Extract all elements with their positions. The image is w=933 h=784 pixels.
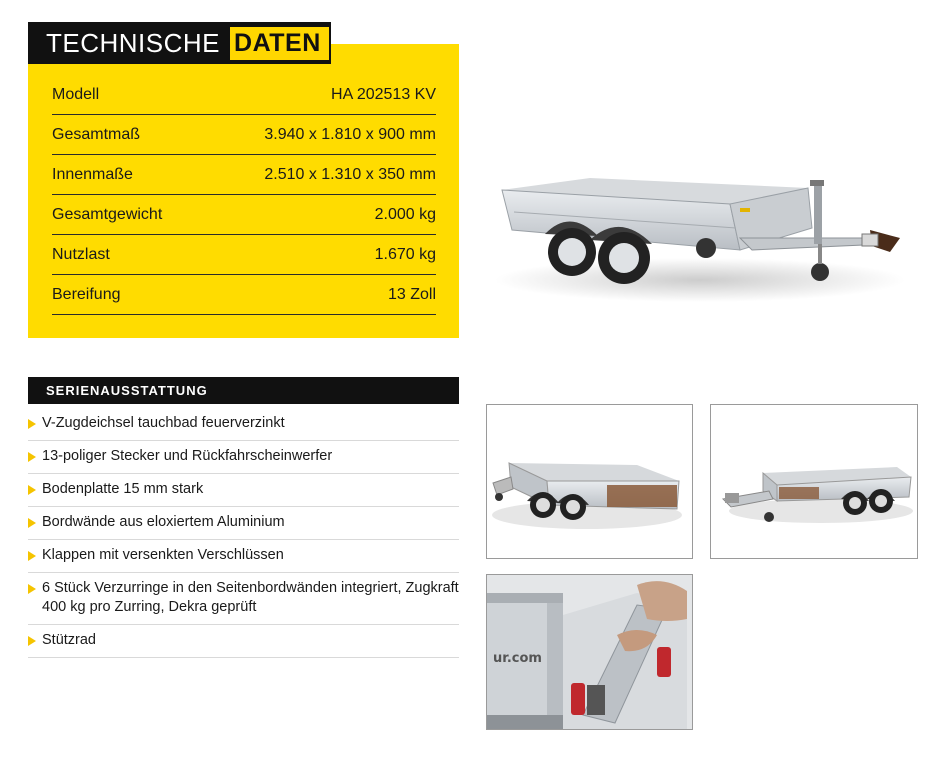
tech-data-table <box>52 75 436 315</box>
trailer-thumbnail-side[interactable] <box>710 404 918 559</box>
tech-value: 2.510 x 1.310 x 350 mm <box>264 166 436 183</box>
equipment-header: SERIENAUSSTATTUNG <box>28 377 459 404</box>
triangle-bullet-icon <box>28 636 36 646</box>
list-item <box>28 441 459 474</box>
tech-label: Gesamtgewicht <box>52 206 163 223</box>
triangle-bullet-icon <box>28 419 36 429</box>
watermark-url-text: ur.com <box>493 651 542 666</box>
tech-title-part1: TECHNISCHE <box>46 27 221 58</box>
triangle-bullet-icon <box>28 584 36 594</box>
tech-data-header <box>28 22 331 64</box>
tech-label: Bereifung <box>52 286 121 303</box>
tech-row-nutzlast <box>52 235 436 275</box>
equipment-text: 13-poliger Stecker und Rückfahrscheinwerfer <box>42 448 333 464</box>
tech-label: Modell <box>52 86 100 103</box>
triangle-bullet-icon <box>28 518 36 528</box>
equipment-text: Stützrad <box>42 632 96 648</box>
equipment-text: V-Zugdeichsel tauchbad feuerverzinkt <box>42 415 285 431</box>
trailer-main-image <box>490 160 910 310</box>
tech-value: 13 Zoll <box>387 286 436 303</box>
tech-row-gesamtgewicht <box>52 195 436 235</box>
list-item <box>28 540 459 573</box>
triangle-bullet-icon <box>28 485 36 495</box>
list-item <box>28 474 459 507</box>
tech-label: Innenmaße <box>52 166 133 183</box>
list-item <box>28 573 459 625</box>
tech-value: 3.940 x 1.810 x 900 mm <box>264 126 436 143</box>
tech-row-modell <box>52 75 436 115</box>
triangle-bullet-icon <box>28 551 36 561</box>
equipment-text: Bodenplatte 15 mm stark <box>42 481 204 497</box>
equipment-list <box>28 408 459 658</box>
tech-row-innenmasse <box>52 155 436 195</box>
tech-label: Nutzlast <box>52 246 110 263</box>
tech-title-part2: DATEN <box>230 27 329 60</box>
tech-value: 2.000 kg <box>374 206 436 223</box>
equipment-text: Klappen mit versenkten Verschlüssen <box>42 547 284 563</box>
tech-value: HA 202513 KV <box>331 86 436 103</box>
list-item <box>28 625 459 658</box>
tailgate-detail-image[interactable] <box>486 574 693 730</box>
triangle-bullet-icon <box>28 452 36 462</box>
tech-row-gesamtmass <box>52 115 436 155</box>
trailer-thumbnail-front[interactable] <box>486 404 693 559</box>
equipment-text: Bordwände aus eloxiertem Aluminium <box>42 514 285 530</box>
list-item <box>28 408 459 441</box>
tech-value: 1.670 kg <box>374 246 436 263</box>
tech-row-bereifung <box>52 275 436 315</box>
equipment-text: 6 Stück Verzurringe in den Seitenbordwänden integriert, Zugkraft 400 kg pro Zurring, Dekra geprüft <box>42 580 459 615</box>
tech-label: Gesamtmaß <box>52 126 141 143</box>
list-item <box>28 507 459 540</box>
